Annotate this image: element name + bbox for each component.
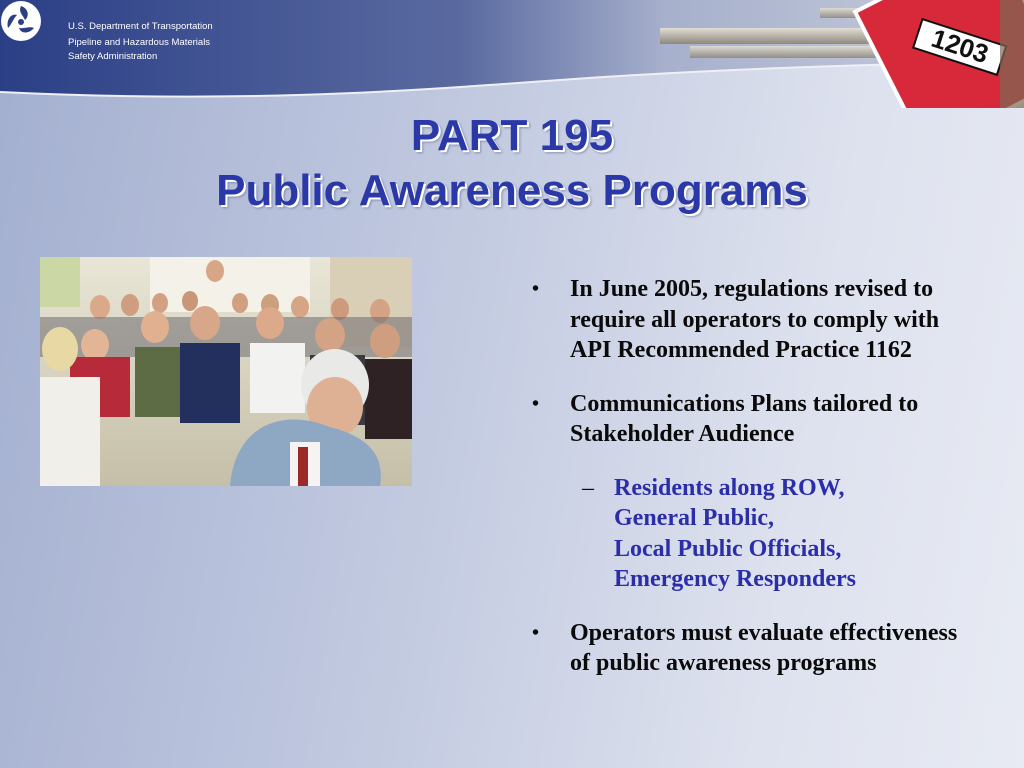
audience-photo (40, 257, 412, 486)
bullet-marker: • (532, 621, 540, 644)
sub-bullet-line: General Public, (614, 505, 774, 531)
slide-title (0, 110, 1024, 220)
sub-bullet-line: Local Public Officials, (614, 535, 842, 562)
bullet-list (532, 274, 972, 702)
bullet-marker: • (532, 392, 540, 415)
bullet-text: In June 2005, regulations revised to require all operators to comply with API Recommended Practice 1162 (570, 276, 940, 363)
bullet-text: Communications Plans tailored to Stakeholder Audience (570, 390, 919, 447)
bullet-item-regulations (532, 274, 972, 366)
sub-bullet-line: Emergency Responders (614, 566, 856, 592)
sub-bullet-marker: – (582, 474, 594, 501)
bullet-marker: • (532, 278, 540, 300)
title-line-2: Public Awareness Programs (216, 166, 808, 215)
agency-line-3: Safety Administration (68, 51, 158, 62)
sub-bullet-line: Residents along ROW, (614, 474, 845, 501)
placard-number-text: 1203 (927, 22, 993, 70)
bullet-item-communications (532, 389, 972, 450)
bullet-item-evaluate (532, 618, 972, 679)
title-line-1: PART 195 (410, 111, 614, 160)
sub-bullet-stakeholders (532, 473, 972, 595)
agency-line-2: Pipeline and Hazardous Materials (68, 37, 211, 48)
slide-header (0, 0, 1024, 108)
placard-number (0, 0, 1024, 108)
agency-line-1: U.S. Department of Transportation (68, 21, 213, 32)
bullet-text: Operators must evaluate effectiveness of public awareness programs (570, 619, 958, 676)
